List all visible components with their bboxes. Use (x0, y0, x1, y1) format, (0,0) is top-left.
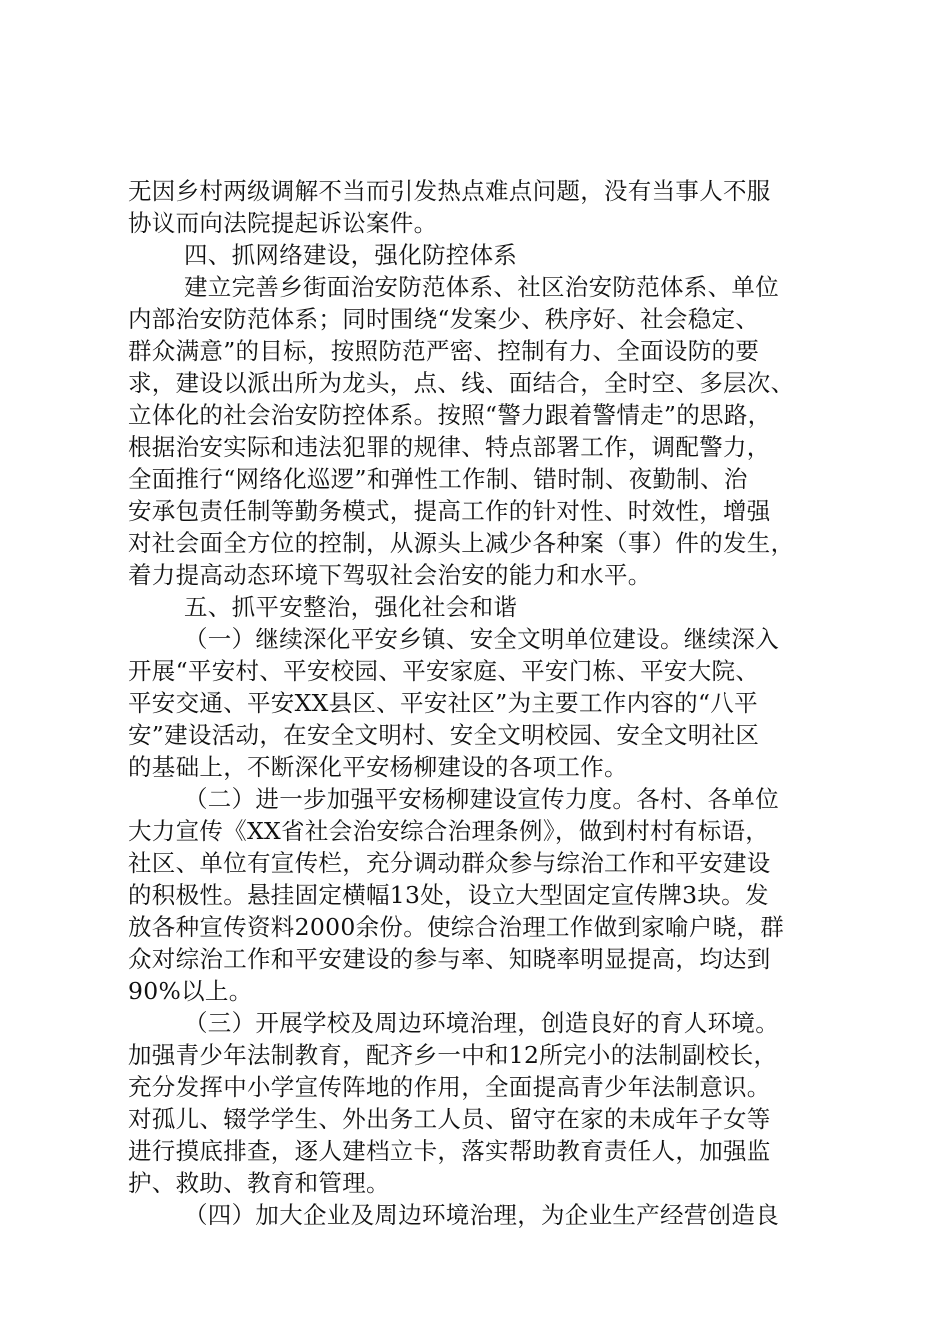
text-line: 的基础上，不断深化平安杨柳建设的各项工作。 (128, 753, 628, 781)
text-line: 安承包责任制等勤务模式，提高工作的针对性、时效性，增强 (128, 497, 771, 525)
text-line: 众对综治工作和平安建设的参与率、知晓率明显提高，均达到 (128, 945, 771, 973)
text-line: 充分发挥中小学宣传阵地的作用，全面提高青少年法制意识。 (128, 1073, 771, 1101)
text-line: （四）加大企业及周边环境治理，为企业生产经营创造良 (184, 1201, 779, 1229)
text-line: 护、救助、教育和管理。 (128, 1169, 390, 1197)
text-line: 群众满意”的目标，按照防范严密、控制有力、全面设防的要 (128, 337, 760, 365)
text-line: （二）进一步加强平安杨柳建设宣传力度。各村、各单位 (184, 785, 779, 813)
text-line: 着力提高动态环境下驾驭社会治安的能力和水平。 (128, 561, 652, 589)
text-line: 进行摸底排查，逐人建档立卡，落实帮助教育责任人，加强监 (128, 1137, 771, 1165)
text-line: 对孤儿、辍学学生、外出务工人员、留守在家的未成年子女等 (128, 1105, 771, 1133)
text-line: 90%以上。 (128, 977, 253, 1005)
section-heading: 五、抓平安整治，强化社会和谐 (184, 593, 518, 621)
body-text (128, 175, 828, 1231)
text-line: 内部治安防范体系；同时围绕“发案少、秩序好、社会稳定、 (128, 305, 760, 333)
text-line: 大力宣传《XX省社会治安综合治理条例》，做到村村有标语， (128, 817, 770, 845)
text-line: 协议而向法院提起诉讼案件。 (128, 209, 438, 237)
text-line: 全面推行“网络化巡逻”和弹性工作制、错时制、夜勤制、治 (128, 465, 748, 493)
text-line: 根据治安实际和违法犯罪的规律、特点部署工作，调配警力， (128, 433, 771, 461)
text-line: 立体化的社会治安防控体系。按照“警力跟着警情走”的思路， (128, 401, 772, 429)
text-line: 平安交通、平安XX县区、平安社区”为主要工作内容的“八平 (128, 689, 758, 717)
text-line: 加强青少年法制教育，配齐乡一中和12所完小的法制副校长， (128, 1041, 778, 1069)
section-heading: 四、抓网络建设，强化防控体系 (184, 241, 518, 269)
text-line: 安”建设活动，在安全文明村、安全文明校园、安全文明社区 (128, 721, 760, 749)
text-line: 放各种宣传资料2000余份。使综合治理工作做到家喻户晓，群 (128, 913, 785, 941)
text-line: （三）开展学校及周边环境治理，创造良好的育人环境。 (184, 1009, 779, 1037)
text-line: 开展“平安村、平安校园、平安家庭、平安门栋、平安大院、 (128, 657, 760, 685)
text-line: （一）继续深化平安乡镇、安全文明单位建设。继续深入 (184, 625, 779, 653)
text-line: 的积极性。悬挂固定横幅13处，设立大型固定宣传牌3块。发 (128, 881, 769, 909)
text-line: 无因乡村两级调解不当而引发热点难点问题，没有当事人不服 (128, 177, 771, 205)
text-line: 对社会面全方位的控制，从源头上减少各种案（事）件的发生， (128, 529, 795, 557)
text-line: 求，建设以派出所为龙头，点、线、面结合，全时空、多层次、 (128, 369, 795, 397)
text-line: 建立完善乡街面治安防范体系、社区治安防范体系、单位 (184, 273, 779, 301)
text-line: 社区、单位有宣传栏，充分调动群众参与综治工作和平安建设 (128, 849, 771, 877)
